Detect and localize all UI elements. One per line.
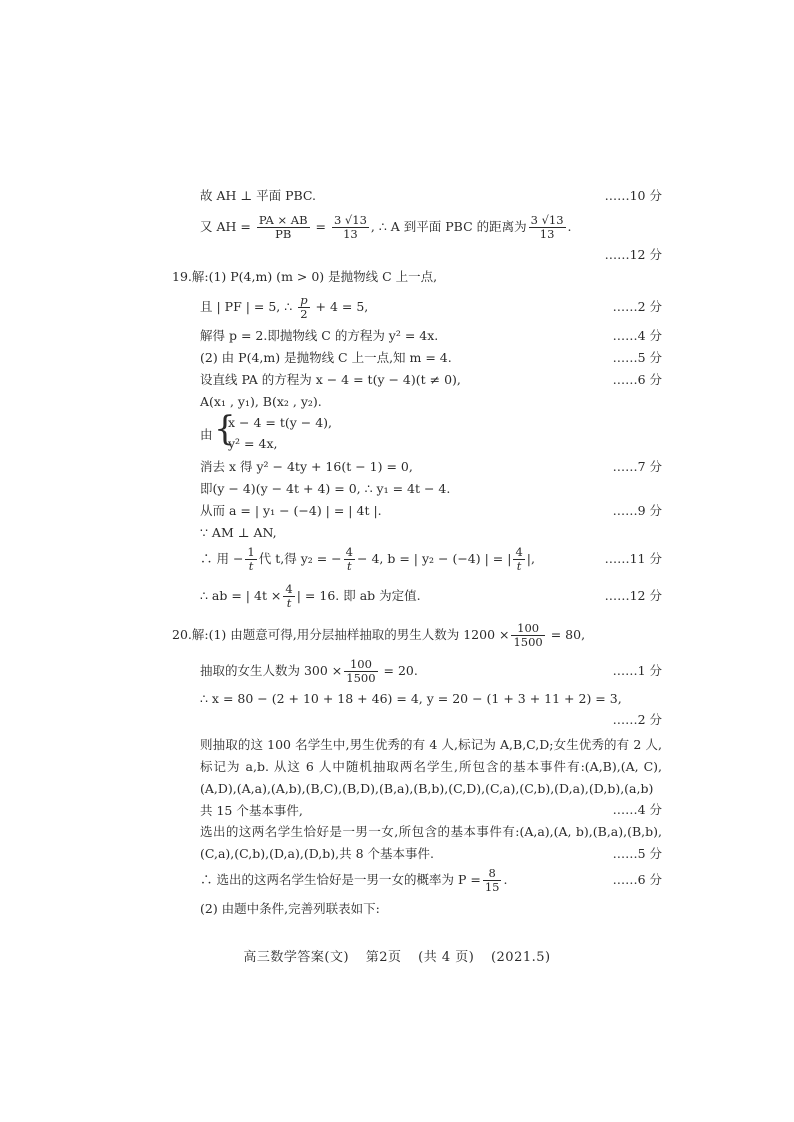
text-segment: + 4 = 5, — [311, 299, 369, 314]
fraction-numerator: 4 — [285, 582, 293, 596]
answer-line — [200, 244, 662, 266]
fraction-numerator: 3 √13 — [333, 213, 367, 227]
answer-line — [200, 709, 662, 731]
score-mark: ……1 分 — [612, 663, 662, 678]
fraction-denominator: 1500 — [513, 635, 543, 649]
text-segment: = 20. — [379, 663, 418, 678]
fraction-numerator: PA × AB — [258, 213, 308, 227]
fraction-numerator: 8 — [483, 867, 502, 881]
question-19-heading: 19.解:(1) P(4,m) (m > 0) 是抛物线 C 上一点, — [172, 269, 438, 284]
answer-line — [200, 456, 662, 478]
fraction — [513, 546, 524, 573]
score-mark: ……5 分 — [612, 350, 662, 365]
fraction-numerator: 4 — [515, 545, 523, 559]
fraction — [283, 583, 294, 610]
answer-line — [200, 391, 662, 413]
text-segment: . — [503, 872, 508, 887]
fraction-denominator: t — [347, 559, 352, 573]
score-mark: ……11 分 — [604, 551, 662, 566]
answer-line — [200, 865, 662, 895]
fraction — [511, 622, 544, 649]
answer-line — [200, 688, 662, 710]
score-mark: ……2 分 — [612, 712, 662, 727]
answer-line — [200, 843, 662, 865]
answer-line — [200, 799, 662, 821]
answer-line — [200, 656, 662, 686]
answer-text: (2) 由 P(4,m) 是抛物线 C 上一点,知 m = 4. — [200, 350, 452, 365]
answer-text — [200, 581, 421, 611]
answer-line — [200, 898, 662, 920]
fraction — [245, 546, 256, 573]
system-lead: 由 — [200, 427, 213, 442]
answer-text: 故 AH ⊥ 平面 PBC. — [200, 188, 316, 203]
text-segment: ∴ 用 − — [200, 551, 244, 566]
text-segment: . — [567, 219, 572, 234]
fraction — [332, 214, 369, 241]
text-segment: 代 t,得 y₂ = − — [258, 551, 342, 566]
score-mark: ……5 分 — [612, 846, 662, 861]
score-mark: ……2 分 — [612, 299, 662, 314]
fraction — [257, 214, 310, 241]
left-brace: { — [214, 409, 236, 449]
score-mark: ……10 分 — [604, 188, 662, 203]
fraction-numerator: 100 — [344, 658, 377, 672]
answer-line — [200, 544, 662, 574]
answer-text: 即(y − 4)(y − 4t + 4) = 0, ∴ y₁ = 4t − 4. — [200, 481, 451, 496]
answer-text: ∵ AM ⊥ AN, — [200, 525, 277, 540]
answer-text: (2) 由题中条件,完善列联表如下: — [200, 901, 380, 916]
answer-text: 设直线 PA 的方程为 x − 4 = t(y − 4)(t ≠ 0), — [200, 372, 461, 387]
answer-line — [200, 581, 662, 611]
score-mark: ……6 分 — [612, 872, 662, 887]
fraction-numerator: p — [300, 293, 308, 307]
footer-total: (共 4 页) — [418, 950, 475, 965]
answer-text — [200, 544, 535, 574]
text-segment: ∴ 选出的这两名学生恰好是一男一女的概率为 P = — [200, 872, 481, 887]
score-mark: ……6 分 — [612, 372, 662, 387]
score-mark: ……12 分 — [604, 247, 662, 262]
fraction — [344, 546, 355, 573]
text-segment: 且 | PF | = 5, ∴ — [200, 299, 297, 314]
question-20-heading — [172, 620, 585, 650]
answer-text: 解得 p = 2.即抛物线 C 的方程为 y² = 4x. — [200, 328, 439, 343]
score-mark: ……4 分 — [612, 802, 662, 817]
fraction — [483, 867, 502, 894]
paragraph-text: 则抽取的这 100 名学生中,男生优秀的有 4 人,标记为 A,B,C,D;女生优秀的有 2 人,标记为 a,b. 从这 6 人中随机抽取两名学生,所包含的基本事件有:(A,B),(A, C),(A,D),(A,a),(A,b),(B,C),(B,D),(B,a),(B,b),(C,D),(C,a),(C,b),(D,a),(D,b),(a,b) 共 15 个基本事件, — [200, 737, 662, 818]
answer-line — [200, 212, 662, 242]
answer-text — [200, 212, 572, 242]
fraction-denominator: t — [516, 559, 522, 573]
text-segment: 20.解:(1) 由题意可得,用分层抽样抽取的男生人数为 1200 × — [172, 627, 510, 642]
answer-text: 消去 x 得 y² − 4ty + 16(t − 1) = 0, — [200, 459, 413, 474]
fraction-denominator: 1500 — [346, 671, 376, 685]
answer-text — [200, 292, 368, 322]
footer-page: 第2页 — [365, 950, 402, 965]
fraction-denominator: 13 — [539, 227, 555, 241]
fraction-numerator: 4 — [345, 545, 353, 559]
fraction-denominator: t — [286, 596, 292, 610]
fraction-denominator: 2 — [300, 307, 308, 321]
fraction-denominator: PB — [275, 227, 292, 241]
answer-line — [200, 185, 662, 207]
score-mark: ……12 分 — [604, 588, 662, 603]
equation-2: y² = 4x, — [228, 436, 278, 451]
fraction — [298, 294, 309, 321]
answer-line — [200, 292, 662, 322]
answer-line — [200, 500, 662, 522]
answer-text: ∴ x = 80 − (2 + 10 + 18 + 46) = 4, y = 20 − (1 + 3 + 11 + 2) = 3, — [200, 691, 622, 706]
fraction-denominator: 13 — [343, 227, 358, 241]
text-segment: ∴ ab = | 4t × — [200, 588, 282, 603]
answer-line — [200, 478, 662, 500]
footer-date: (2021.5) — [490, 950, 551, 965]
text-segment: = — [311, 219, 330, 234]
equation-1: x − 4 = t(y − 4), — [228, 415, 333, 430]
fraction-denominator: t — [248, 559, 254, 573]
answer-line — [200, 522, 662, 544]
fraction-numerator: 3 √13 — [530, 213, 564, 227]
fraction — [529, 214, 566, 241]
fraction-numerator: 100 — [511, 622, 544, 636]
text-segment: = 80, — [546, 627, 586, 642]
score-mark: ……9 分 — [612, 503, 662, 518]
fraction — [344, 658, 377, 685]
answer-text: A(x₁ , y₁), B(x₂ , y₂). — [200, 394, 322, 409]
answer-text — [200, 656, 418, 686]
fraction-numerator: 1 — [247, 545, 255, 559]
text-segment: 抽取的女生人数为 300 × — [200, 663, 343, 678]
text-segment: |, — [526, 551, 535, 566]
paragraph-text: 选出的这两名学生恰好是一男一女,所包含的基本事件有:(A,a),(A, b),(B,a),(B,b),(C,a),(C,b),(D,a),(D,b),共 8 个基本事件. — [200, 824, 662, 861]
text-segment: | = 16. 即 ab 为定值. — [296, 588, 421, 603]
page-footer — [0, 946, 794, 965]
answer-line — [200, 369, 662, 391]
score-mark: ……7 分 — [612, 459, 662, 474]
text-segment: − 4, b = | y₂ − (−4) | = | — [357, 551, 512, 566]
score-mark: ……4 分 — [612, 328, 662, 343]
text-segment: , ∴ A 到平面 PBC 的距离为 — [370, 219, 527, 234]
footer-subject: 高三数学答案(文) — [243, 950, 350, 965]
answer-text — [200, 865, 507, 895]
answer-line — [200, 347, 662, 369]
answer-text: 从而 a = | y₁ − (−4) | = | 4t |. — [200, 503, 382, 518]
text-segment: 又 AH = — [200, 219, 255, 234]
answer-line — [200, 325, 662, 347]
fraction-denominator: 15 — [484, 880, 500, 894]
